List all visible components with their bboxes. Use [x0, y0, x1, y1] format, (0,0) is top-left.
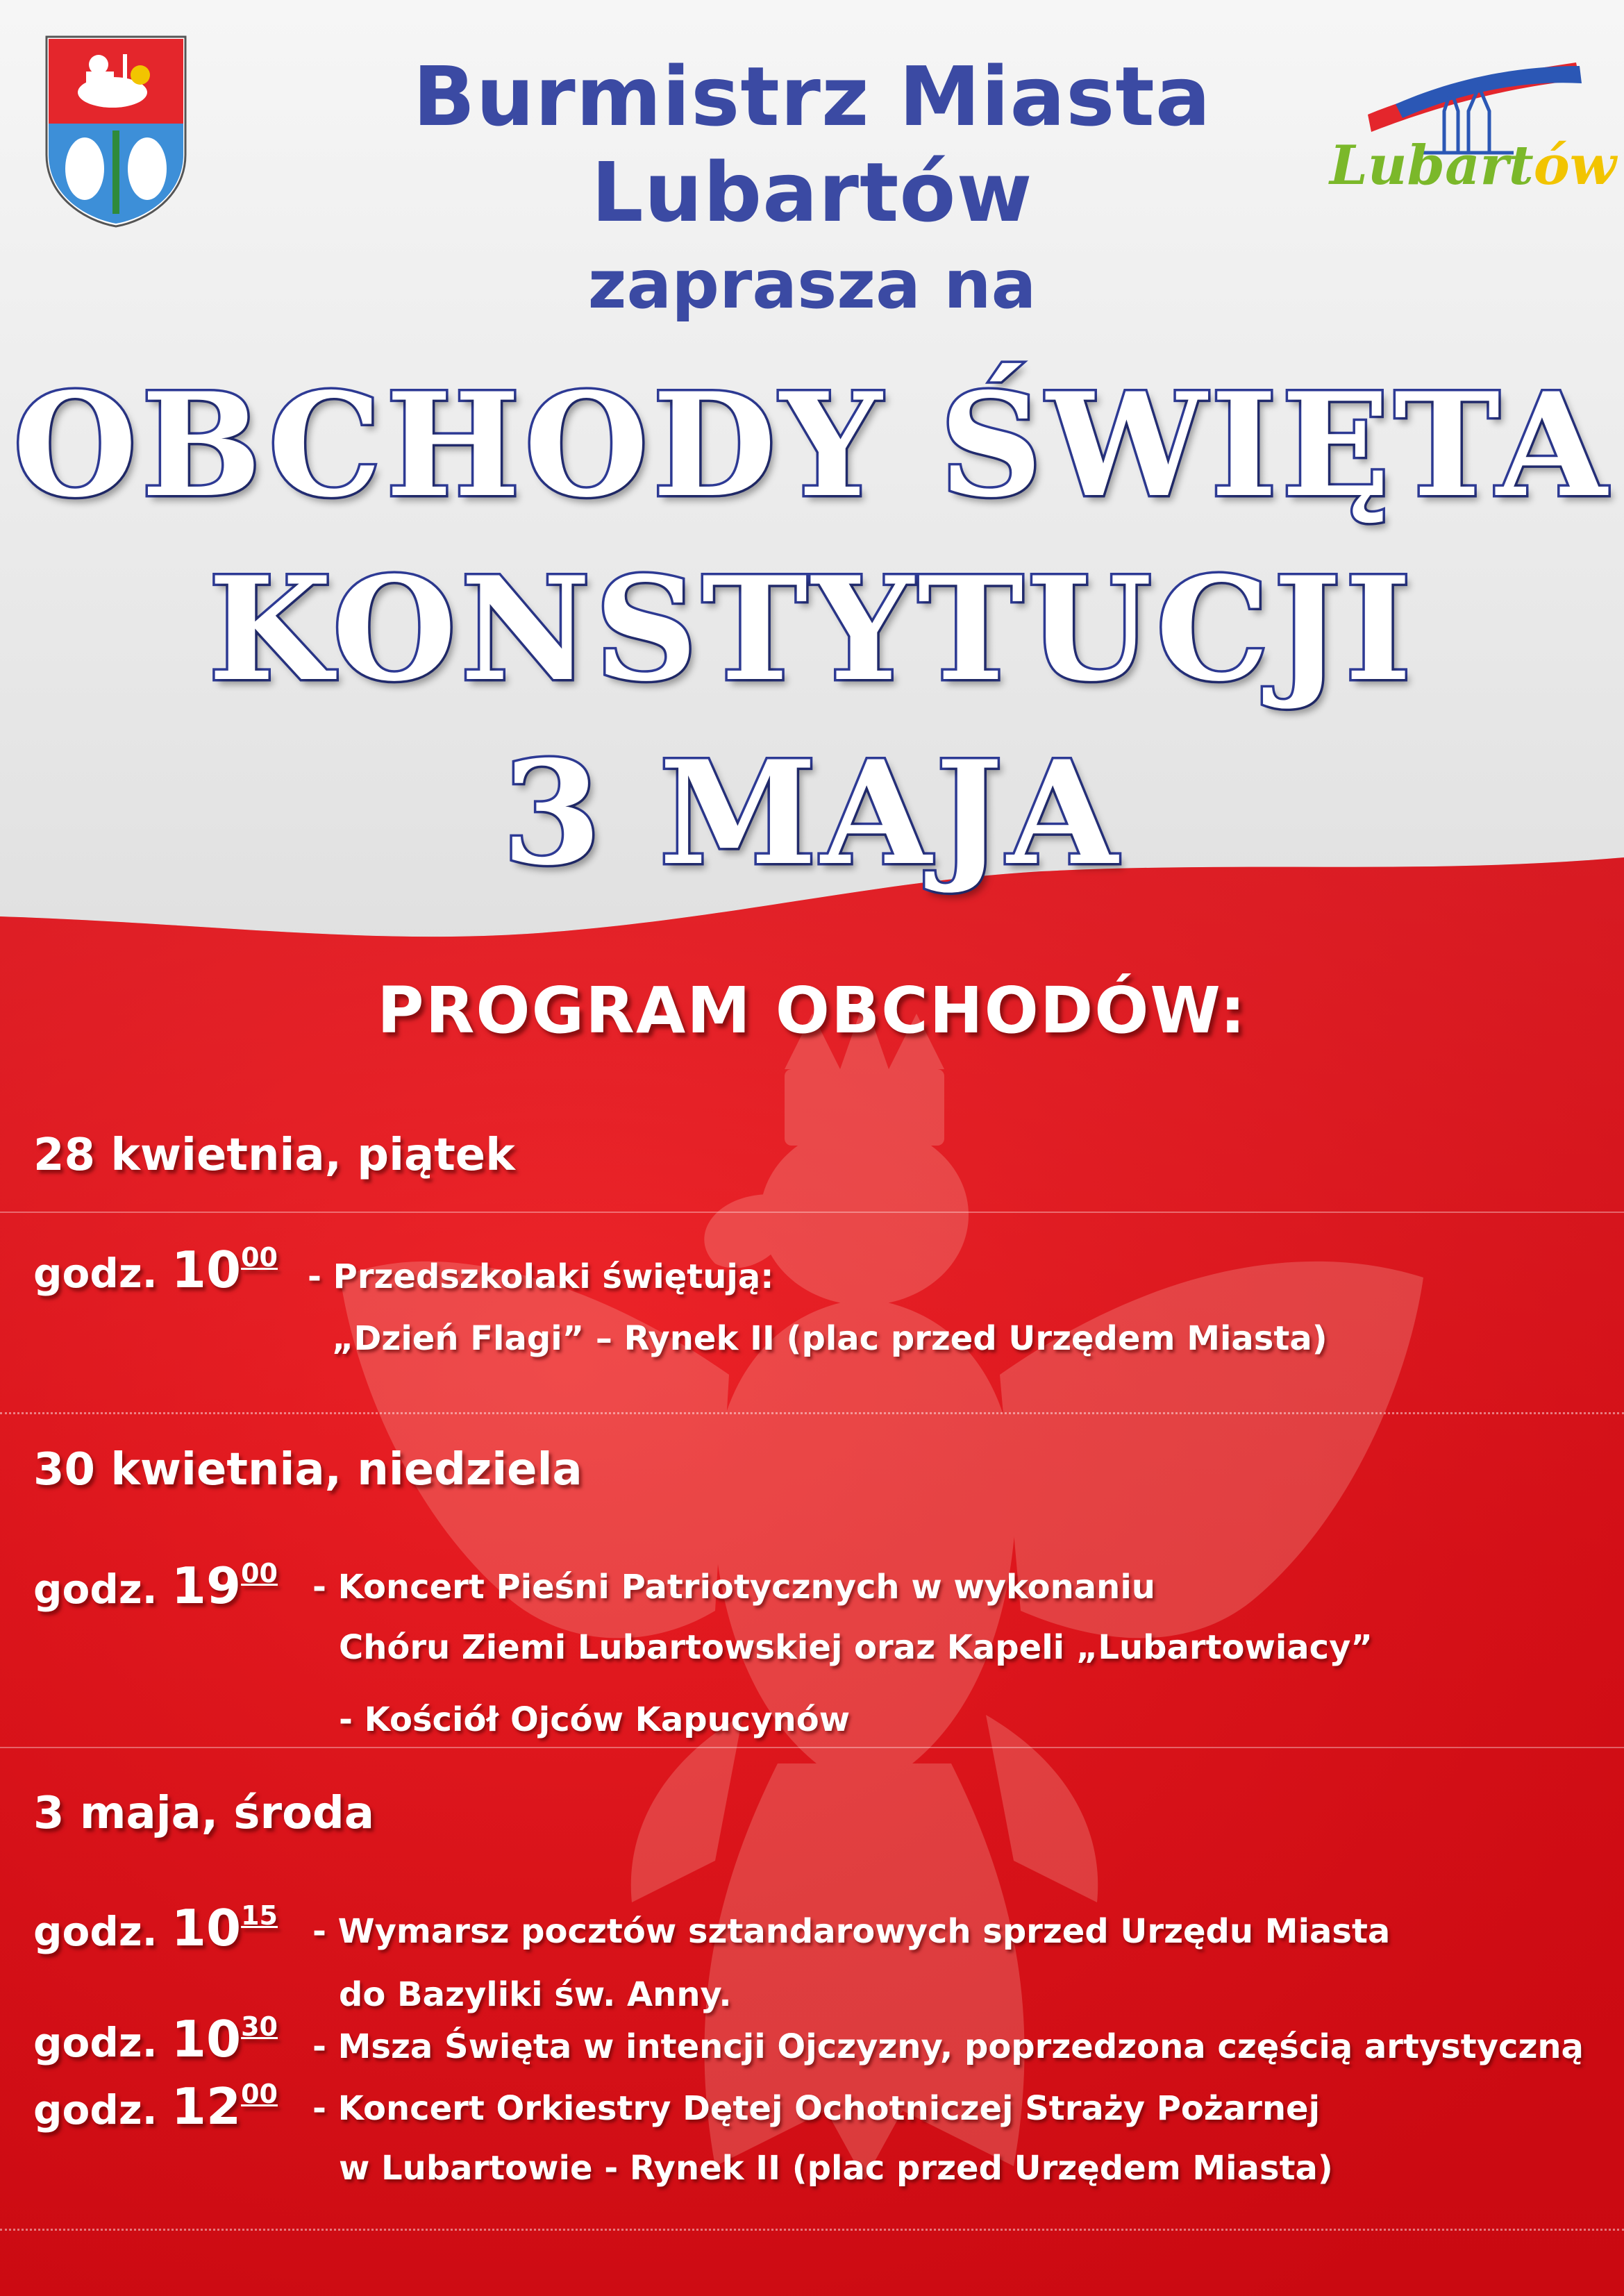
logo-text-sun: ów: [1533, 134, 1616, 197]
event-line: Chóru Ziemi Lubartowskiej oraz Kapeli „Lubartowiacy”: [339, 1628, 1373, 1667]
event-time: [33, 1899, 278, 1957]
event-line: do Bazyliki św. Anny.: [339, 1975, 732, 2014]
event-line: - Kościół Ojców Kapucynów: [339, 1700, 851, 1739]
title-line-1: OBCHODY ŚWIĘTA: [12, 362, 1612, 529]
time-prefix: godz.: [33, 1908, 158, 1955]
time-hour: 19: [171, 1557, 242, 1615]
time-prefix: godz.: [33, 2086, 158, 2134]
day-date: 3 maja, środa: [33, 1788, 375, 1839]
separator: [0, 2229, 1624, 2231]
header-line-3: zaprasza na: [587, 246, 1037, 324]
time-minutes: 00: [241, 2079, 278, 2109]
title-line-2: KONSTYTUCJI: [208, 546, 1416, 713]
event-time: [33, 2010, 278, 2068]
time-hour: 10: [171, 1241, 242, 1299]
event-time: [33, 1241, 278, 1299]
time-hour: 10: [171, 2010, 242, 2068]
day-date: 28 kwietnia, piątek: [33, 1130, 515, 1181]
time-hour: 12: [171, 2077, 242, 2136]
event-time: [33, 1557, 278, 1615]
header-line-1: Burmistrz Miasta: [412, 49, 1212, 144]
program-heading: PROGRAM OBCHODÓW:: [377, 973, 1247, 1048]
time-prefix: godz.: [33, 1566, 158, 1613]
separator: [0, 1747, 1624, 1748]
event-time: [33, 2077, 278, 2136]
event-line: - Koncert Orkiestry Dętej Ochotniczej Straży Pożarnej: [312, 2089, 1321, 2128]
time-minutes: 00: [241, 1242, 278, 1273]
event-line: - Przedszkolaki świętują:: [308, 1257, 774, 1296]
event-line: - Wymarsz pocztów sztandarowych sprzed Urzędu Miasta: [312, 1912, 1391, 1951]
event-line: - Msza Święta w intencji Ojczyzny, poprzedzona częścią artystyczną: [312, 2027, 1584, 2066]
time-hour: 10: [171, 1899, 242, 1957]
time-prefix: godz.: [33, 1250, 158, 1297]
time-minutes: 00: [241, 1558, 278, 1589]
time-prefix: godz.: [33, 2019, 158, 2066]
event-line: „Dzień Flagi” – Rynek II (plac przed Urzędem Miasta): [332, 1319, 1328, 1358]
separator: [0, 1412, 1624, 1414]
day-date: 30 kwietnia, niedziela: [33, 1444, 583, 1495]
event-line: - Koncert Pieśni Patriotycznych w wykonaniu: [312, 1568, 1155, 1607]
header-line-2: Lubartów: [591, 144, 1033, 240]
time-minutes: 15: [241, 1900, 278, 1931]
separator: [0, 1212, 1624, 1213]
logo-text-main: Lubart: [1330, 134, 1534, 197]
title-line-3: 3 MAJA: [502, 730, 1122, 897]
time-minutes: 30: [241, 2011, 278, 2042]
event-line: w Lubartowie - Rynek II (plac przed Urzędem Miasta): [339, 2149, 1333, 2188]
